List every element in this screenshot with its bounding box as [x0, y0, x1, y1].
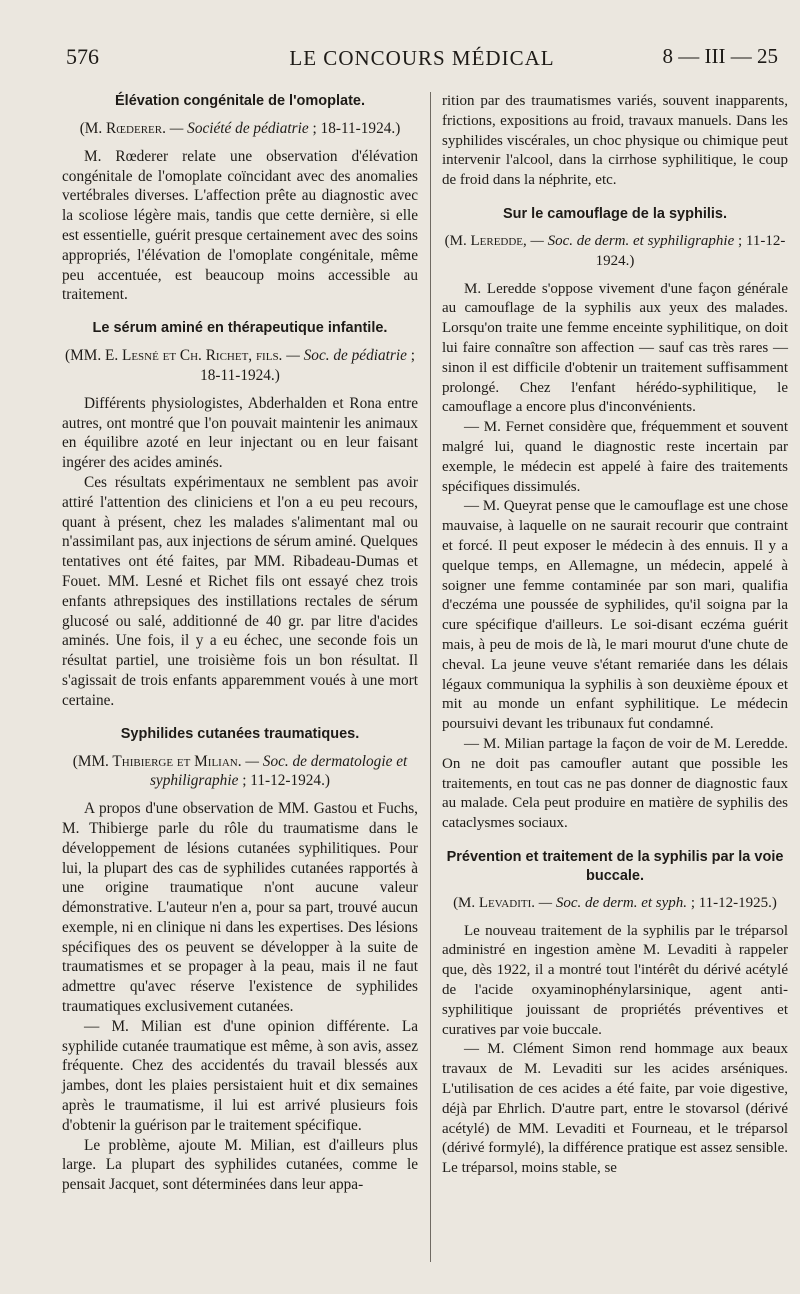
- article-title: Syphilides cutanées traumatiques.: [120, 725, 360, 742]
- left-column: [62, 92, 418, 1209]
- paragraph: M. Rœderer relate une observation d'élévation congénitale de l'omoplate coïncidant avec des anomalies vertébrales diverses. L'affection prête au diagnostic avec la scoliose légère mais, tandis que cette dernière, si elle est essentielle, guérit presque certainement avec des soins appropriés, l'élévation de l'omoplate congénitale, même peu accentuée, est beaucoup moins accessible au traitement.: [62, 147, 418, 304]
- article-citation: (MM. E. Lesné et Ch. Richet, fils. — Soc. de pédiatrie ; 18-11-1924.): [65, 347, 415, 384]
- article-serum-amine: [62, 319, 418, 710]
- issue-date: 8 — III — 25: [662, 44, 778, 68]
- paragraph: M. Leredde s'oppose vivement d'une façon générale au camouflage de la syphilis aux yeux des malades. Lorsqu'on traite une femme enceinte syphilitique, on doit lui faire connaître son affection — sauf cas très rares — sinon il est difficile d'obtenir un traitement suffisamment prolongé. Chez l'enfant hérédo-syphilitique, le camouflage a encore plus d'inconvénients.: [442, 280, 788, 416]
- article-title: Sur le camouflage de la syphilis.: [502, 205, 728, 222]
- journal-title: LE CONCOURS MÉDICAL: [289, 46, 555, 70]
- paragraph: Le problème, ajoute M. Milian, est d'ailleurs plus large. La plupart des syphilides cutanées, comme le pensait Jacquet, sont déterminées dans leur appa-: [62, 1136, 418, 1194]
- article-citation: (M. Leredde, — Soc. de derm. et syphiligraphie ; 11-12-1924.): [444, 232, 786, 269]
- paragraph: — M. Milian partage la façon de voir de M. Leredde. On ne doit pas camoufler autant que possible les traitements, en tout cas ne pas donner de diagnostic faux au malade. Cela peut produire en matière de syphilis des cataclysmes sociaux.: [442, 735, 788, 832]
- article-title: Le sérum aminé en thérapeutique infantile.: [92, 320, 388, 337]
- article-continuation: [442, 92, 788, 191]
- column-divider: [430, 92, 431, 1262]
- paragraph: A propos d'une observation de MM. Gastou et Fuchs, M. Thibierge parle du rôle du traumatisme dans le développement de lésions cutanées syphilitiques. Pour lui, la plupart des cas de syphilides cutanées rapportés à une origine traumatique n'ont aucune valeur démonstrative. L'auteur n'en a, pour sa part, trouvé aucun exemple, ni en clinique ni dans les expertises. Des lésions spécifiques des os peuvent se développer à la suite de traumatismes et se propager à la peau, mais il ne faut admettre qu'avec réserve l'existence de syphilides traumatiques exclusivement cutanées.: [62, 800, 418, 1016]
- article-camouflage: [442, 205, 788, 834]
- paragraph: Ces résultats expérimentaux ne semblent pas avoir attiré l'attention des cliniciens et l'on a eu peu recours, quant à présent, chez les malades s'alimentant mal ou n'assimilant pas, aux injections de sérum aminé. Quelques tentatives ont été faites, par MM. Ribadeau-Dumas et Fouet. MM. Lesné et Richet fils ont essayé chez trois enfants athrepsiques des instillations rectales de sérum glucosé ou salé, additionné de 40 gr. par litre d'acides aminés. Une fois, il y a eu échec, une seconde fois un résultat partiel, une troisième fois un bon résultat. Il s'agissait de trois enfants apparemment voués à une mort certaine.: [62, 473, 418, 709]
- article-title: Prévention et traitement de la syphilis par la voie buccale.: [446, 848, 784, 884]
- article-citation: (M. Levaditi. — Soc. de derm. et syph. ; 11-12-1925.): [453, 894, 777, 911]
- article-syphilides-traumatiques: [62, 725, 418, 1196]
- article-citation: (M. Rœderer. — Société de pédiatrie ; 18-11-1924.): [79, 120, 401, 137]
- paragraph: — M. Milian est d'une opinion différente. La syphilide cutanée traumatique est même, à son avis, assez fréquente. Chez des accidentés du travail blessés aux jambes, dont les plaies persistaient huit et dix semaines après le traumatisme, il lui est arrivé plusieurs fois d'obtenir la guérison par le traitement spécifique.: [62, 1017, 418, 1134]
- paragraph: Différents physiologistes, Abderhalden et Rona entre autres, ont montré que l'on pouvait maintenir les animaux en équilibre azoté en leur injectant ou en leur faisant ingérer des acides aminés.: [62, 394, 418, 472]
- right-column: [442, 92, 788, 1193]
- article-title: Élévation congénitale de l'omoplate.: [115, 93, 365, 109]
- paragraph: — M. Fernet considère que, fréquemment et souvent malgré lui, quand le diagnostic reste incertain par exemple, le médecin est appelé à faire des traitements spécifiques dissimulés.: [442, 419, 788, 495]
- article-citation: (MM. Thibierge et Milian. — Soc. de dermatologie et syphiligraphie ; 11-12-1924.): [72, 752, 408, 790]
- article-omoplate: [62, 92, 418, 305]
- paragraph: rition par des traumatismes variés, souvent inapparents, frictions, expositions au froid, travaux manuels. Dans les syphilides viscérales, un choc physique ou chimique peut intervenir l'alcool, dans la cirrhose syphilitique, le coup de froid dans la néphrite, etc.: [442, 93, 788, 189]
- paragraph: Le nouveau traitement de la syphilis par le tréparsol administré en ingestion amène M. Levaditi à rappeler que, dès 1922, il a montré tout l'intérêt du dérivé acétylé de l'acide oxyaminophénylarsinique, agent anti-syphilitique jouissant de propriétés préventives et curatives par voie buccale.: [442, 922, 788, 1038]
- paragraph: — M. Queyrat pense que le camouflage est une chose mauvaise, à laquelle on ne saurait recourir que contraint et forcé. Il peut exposer le médecin à des ennuis. Il y a quelque temps, en Allemagne, un médecin, appelé à soigner une femme contaminée par son mari, qualifia d'eczéma une poussée de syphilides, qu'il soigna par la cure spécifique d'ailleurs. Le soi-disant eczéma guérit mais, à peu de mois de là, le mari mourut d'une chute de cheval. La jeune veuve s'étant remariée dans les délais légaux communiqua la syphilis à son deuxième époux et mit au monde un enfant syphilitique. Le médecin poursuivi devant les tribunaux fut condamné.: [442, 498, 788, 733]
- paragraph: — M. Clément Simon rend hommage aux beaux travaux de M. Levaditi sur les acides arséniques. L'utilisation de ces acides a été faite, par voie digestive, déjà par Ehrlich. D'autre part, entre le stovarsol (dérivé acétylé) de MM. Levaditi et Fourneau, et le tréparsol (dérivé formylé), la différence pratique est assez sensible. Le tréparsol, moins stable, se: [442, 1041, 788, 1177]
- page-number: 576: [66, 44, 99, 69]
- article-voie-buccale: [442, 848, 788, 1179]
- page-header: [66, 44, 778, 78]
